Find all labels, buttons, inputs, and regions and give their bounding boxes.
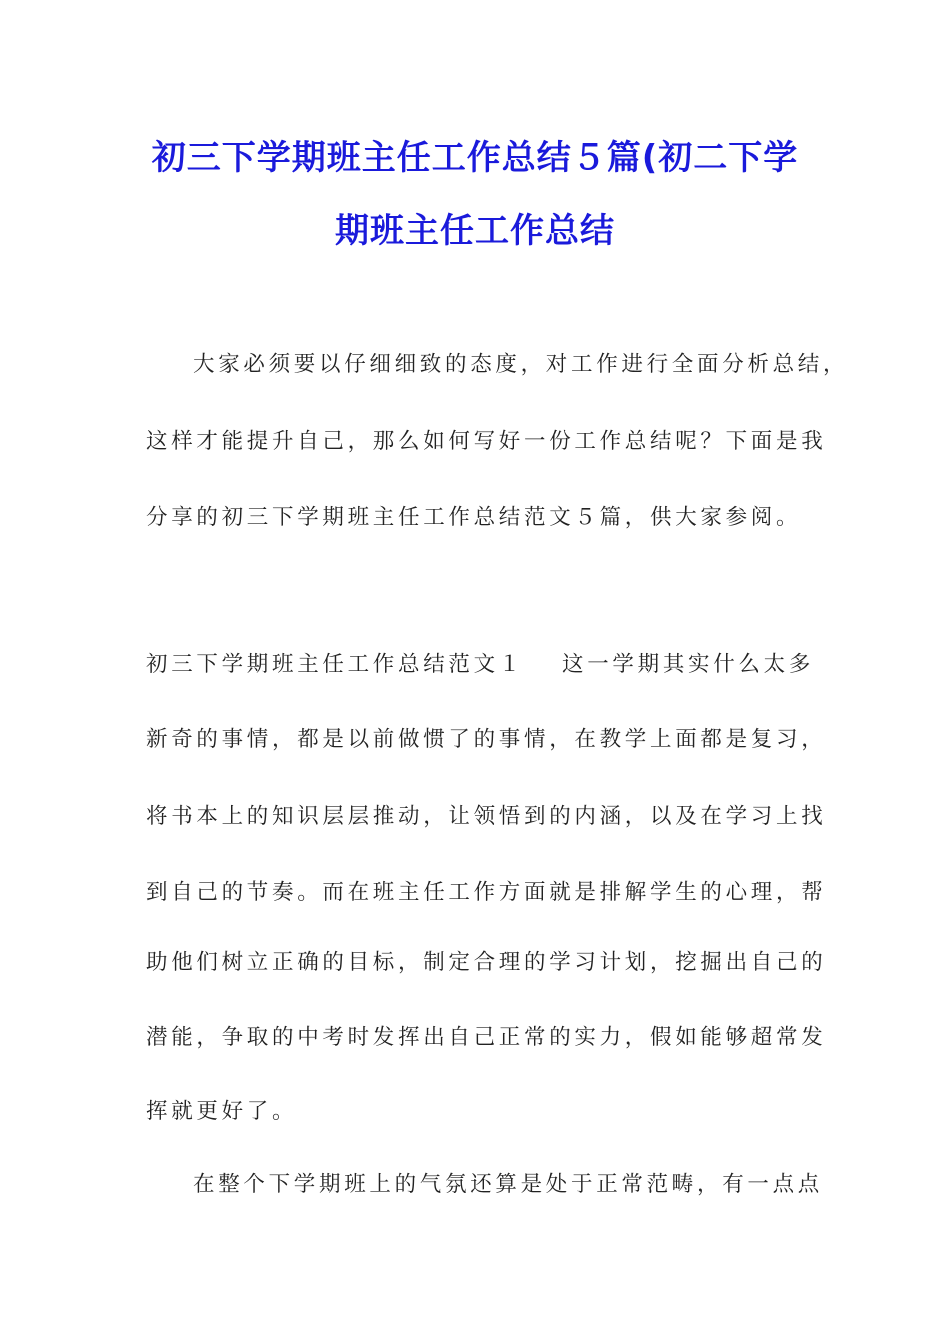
section-1-line-2: 新奇的事情，都是以前做惯了的事情，在教学上面都是复习， bbox=[146, 727, 827, 752]
section-1-line-7: 挥就更好了。 bbox=[146, 1099, 298, 1124]
section-1-line-3: 将书本上的知识层层推动，让领悟到的内涵，以及在学习上找 bbox=[146, 804, 827, 829]
section-1-line-4: 到自己的节奏。而在班主任工作方面就是排解学生的心理，帮 bbox=[146, 880, 827, 905]
intro-line-2: 这样才能提升自己，那么如何写好一份工作总结呢？下面是我 bbox=[146, 429, 827, 454]
section-1-paragraph-2-line-1: 在整个下学期班上的气氛还算是处于正常范畴，有一点点 bbox=[193, 1172, 824, 1197]
section-1-heading: 初三下学期班主任工作总结范文１ bbox=[146, 652, 525, 677]
intro-line-1: 大家必须要以仔细细致的态度，对工作进行全面分析总结， bbox=[193, 352, 849, 377]
section-1-first-line-text: 这一学期其实什么太多 bbox=[562, 652, 815, 677]
section-1-line-6: 潜能，争取的中考时发挥出自己正常的实力，假如能够超常发 bbox=[146, 1025, 827, 1050]
section-1-first-line bbox=[146, 647, 814, 678]
document-title-line-1: 初三下学期班主任工作总结５篇(初二下学 bbox=[151, 138, 799, 178]
document-title-line-2: 期班主任工作总结 bbox=[335, 211, 615, 251]
section-1-line-5: 助他们树立正确的目标，制定合理的学习计划，挖掘出自己的 bbox=[146, 950, 827, 975]
intro-line-3: 分享的初三下学期班主任工作总结范文５篇，供大家参阅。 bbox=[146, 505, 802, 530]
